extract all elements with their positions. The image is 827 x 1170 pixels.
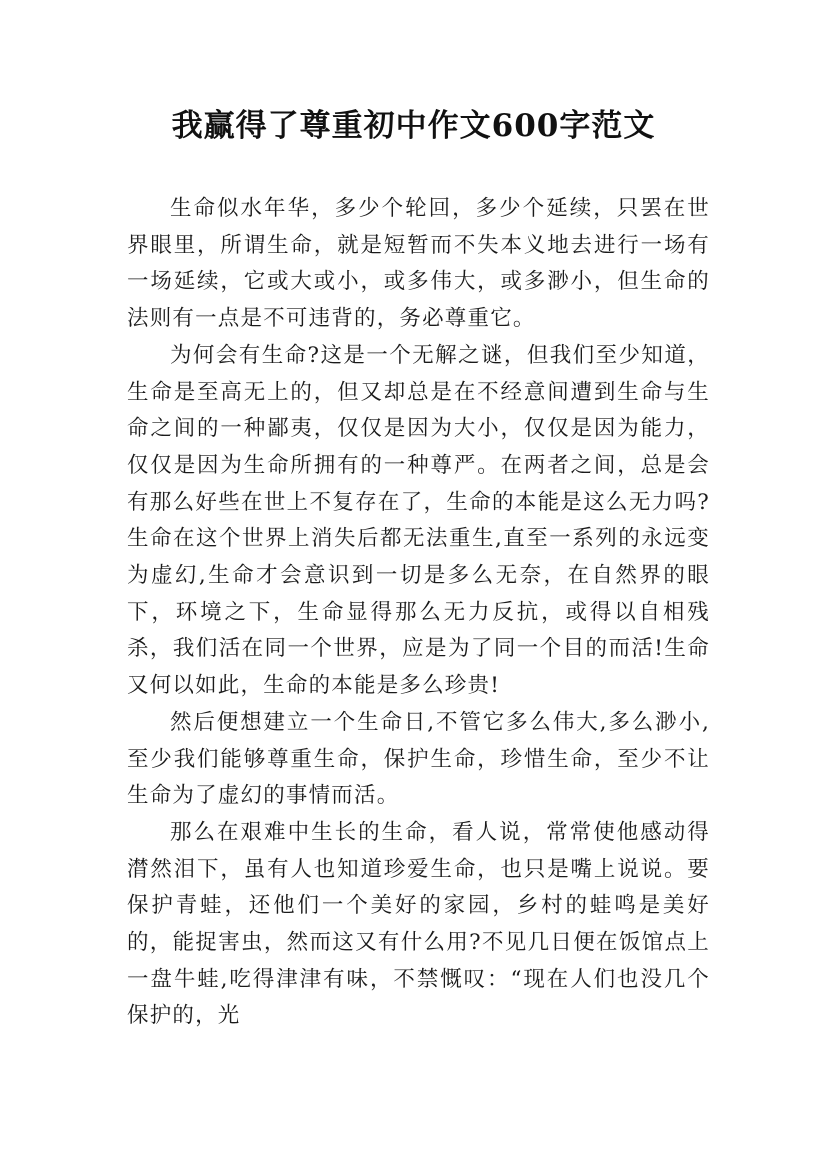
document-body xyxy=(127,191,710,1035)
paragraph-2: 为何会有生命?这是一个无解之谜，但我们至少知道，生命是至高无上的，但又却总是在不经意间遭到生命与生命之间的一种鄙夷，仅仅是因为大小，仅仅是因为能力，仅仅是因为生命所拥有的一种尊严。在两者之间，总是会有那么好些在世上不复存在了，生命的本能是这么无力吗?生命在这个世界上消失后都无法重生,直至一系列的永远变为虚幻,生命才会意识到一切是多么无奈，在自然界的眼下，环境之下，生命显得那么无力反抗，或得以自相残杀，我们活在同一个世界，应是为了同一个目的而活!生命又何以如此，生命的本能是多么珍贵! xyxy=(127,342,710,699)
paragraph-1: 生命似水年华，多少个轮回，多少个延续，只罢在世界眼里，所谓生命，就是短暂而不失本义地去进行一场有一场延续，它或大或小，或多伟大，或多渺小，但生命的法则有一点是不可违背的，务必尊重它。 xyxy=(127,196,710,332)
document-title: 我赢得了尊重初中作文600字范文 xyxy=(171,108,656,144)
paragraph-3: 然后便想建立一个生命日,不管它多么伟大,多么渺小,至少我们能够尊重生命，保护生命，珍惜生命，至少不让生命为了虚幻的事情而活。 xyxy=(127,709,710,809)
paragraph-4: 那么在艰难中生长的生命，看人说，常常使他感动得潸然泪下，虽有人也知道珍爱生命，也只是嘴上说说。要保护青蛙，还他们一个美好的家园，乡村的蛙鸣是美好的，能捉害虫，然而这又有什么用?不见几日便在饭馆点上一盘牛蛙,吃得津津有味，不禁慨叹：“现在人们也没几个保护的，光 xyxy=(127,819,710,1029)
